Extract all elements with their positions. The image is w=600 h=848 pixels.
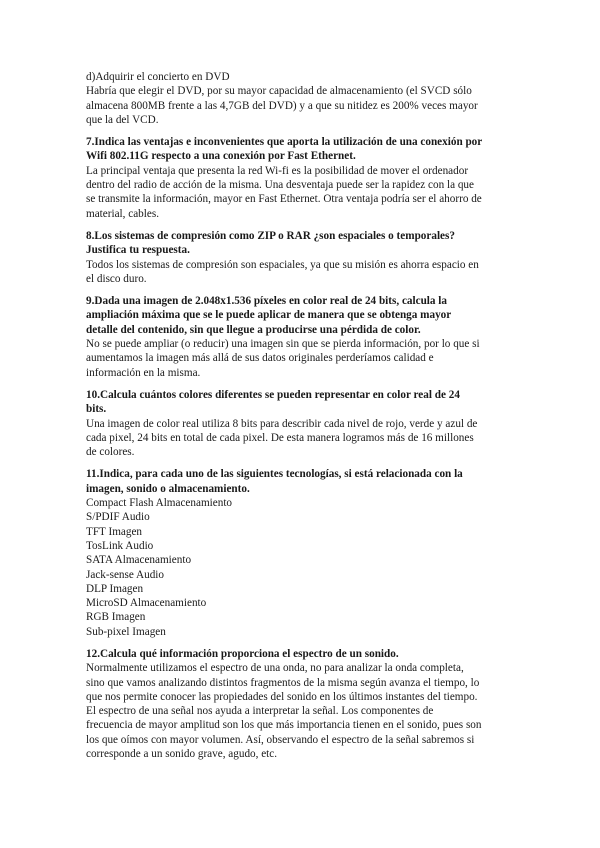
intro-line: d)Adquirir el concierto en DVD bbox=[86, 71, 230, 83]
question-title: imagen, sonido o almacenamiento. bbox=[86, 482, 250, 495]
question-8 bbox=[86, 229, 518, 286]
list-item: RGB Imagen bbox=[86, 611, 146, 624]
question-title: bits. bbox=[86, 403, 107, 416]
answer-line: que nos permite conocer las propiedades del sonido en los últimos instantes del tiempo. bbox=[86, 690, 478, 703]
question-12 bbox=[86, 647, 518, 761]
answer-line: No se puede ampliar (o reducir) una imagen sin que se pierda información, por lo que si bbox=[86, 338, 480, 351]
list-item: Sub-pixel Imagen bbox=[86, 625, 166, 638]
list-item: TFT Imagen bbox=[86, 525, 143, 538]
answer-line: material, cables. bbox=[86, 207, 159, 220]
answer-line: Una imagen de color real utiliza 8 bits para describir cada nivel de rojo, verde y azul de bbox=[86, 417, 478, 430]
answer-line: los que oímos con mayor volumen. Así, observando el espectro de la señal sabremos si bbox=[86, 733, 475, 746]
question-title: 7.Indica las ventajas e inconvenientes que aporta la utilización de una conexión por bbox=[86, 136, 483, 149]
question-11 bbox=[86, 467, 518, 639]
answer-line: se transmite la información, mayor en Fast Ethernet. Otra ventaja podría ser el ahorro de bbox=[86, 193, 482, 206]
answer-line: corresponde a un sonido grave, agudo, etc. bbox=[86, 748, 278, 761]
answer-line: dentro del radio de acción de la misma. Una desventaja puede ser la rapidez con la que bbox=[86, 179, 474, 192]
answer-line: cada pixel, 24 bits en total de cada pixel. De esta manera logramos más de 16 millones bbox=[86, 431, 474, 444]
answer-line: aumentamos la imagen más allá de sus datos originales perderíamos calidad e bbox=[86, 352, 434, 365]
list-item: SATA Almacenamiento bbox=[86, 554, 192, 567]
question-title: 12.Calcula qué información proporciona el espectro de un sonido. bbox=[86, 647, 399, 660]
question-title: 11.Indica, para cada uno de las siguientes tecnologías, si está relacionada con la bbox=[86, 468, 463, 481]
list-item: MicroSD Almacenamiento bbox=[86, 597, 207, 610]
answer-line: frecuencia de mayor amplitud son los que más importancia tienen en el sonido, pues son bbox=[86, 719, 482, 732]
answer-line: Todos los sistemas de compresión son espaciales, ya que su misión es ahorra espacio en bbox=[86, 258, 479, 271]
question-title: Justifica tu respuesta. bbox=[86, 244, 190, 257]
answer-line: El espectro de una señal nos ayuda a interpretar la señal. Los componentes de bbox=[86, 705, 434, 718]
question-title: ampliación máxima que se le puede aplicar de manera que se obtenga mayor bbox=[86, 309, 452, 322]
intro-line: que la del VCD. bbox=[86, 113, 159, 126]
intro-line: Habría que elegir el DVD, por su mayor capacidad de almacenamiento (el SVCD sólo bbox=[86, 85, 472, 98]
list-item: S/PDIF Audio bbox=[86, 511, 150, 524]
answer-line: información en la misma. bbox=[86, 366, 201, 379]
question-title: 9.Dada una imagen de 2.048x1.536 píxeles en color real de 24 bits, calcula la bbox=[86, 295, 448, 308]
intro-line: almacena 800MB frente a las 4,7GB del DVD) y a que su nitidez es 200% veces mayor bbox=[86, 99, 478, 112]
document-content bbox=[86, 70, 518, 761]
answer-line: Normalmente utilizamos el espectro de una onda, no para analizar la onda completa, bbox=[86, 662, 464, 675]
answer-line: La principal ventaja que presenta la red Wi-fi es la posibilidad de mover el ordenador bbox=[86, 164, 469, 177]
question-7 bbox=[86, 135, 518, 221]
answer-line: sino que vamos analizando distintos fragmentos de la misma según avanza el tiempo, lo bbox=[86, 676, 480, 689]
list-item: TosLink Audio bbox=[86, 539, 154, 552]
question-title: 10.Calcula cuántos colores diferentes se pueden representar en color real de 24 bbox=[86, 388, 460, 401]
question-title: detalle del contenido, sin que llegue a producirse una pérdida de color. bbox=[86, 323, 421, 336]
answer-line: el disco duro. bbox=[86, 272, 147, 285]
question-title: 8.Los sistemas de compresión como ZIP o RAR ¿son espaciales o temporales? bbox=[86, 229, 455, 242]
answer-line: de colores. bbox=[86, 446, 135, 459]
list-item: Compact Flash Almacenamiento bbox=[86, 497, 233, 510]
question-title: Wifi 802.11G respecto a una conexión por Fast Ethernet. bbox=[86, 150, 356, 163]
question-10 bbox=[86, 388, 518, 459]
list-item: DLP Imagen bbox=[86, 582, 144, 595]
list-item: Jack-sense Audio bbox=[86, 568, 164, 581]
intro-section bbox=[86, 70, 518, 127]
question-9 bbox=[86, 294, 518, 380]
